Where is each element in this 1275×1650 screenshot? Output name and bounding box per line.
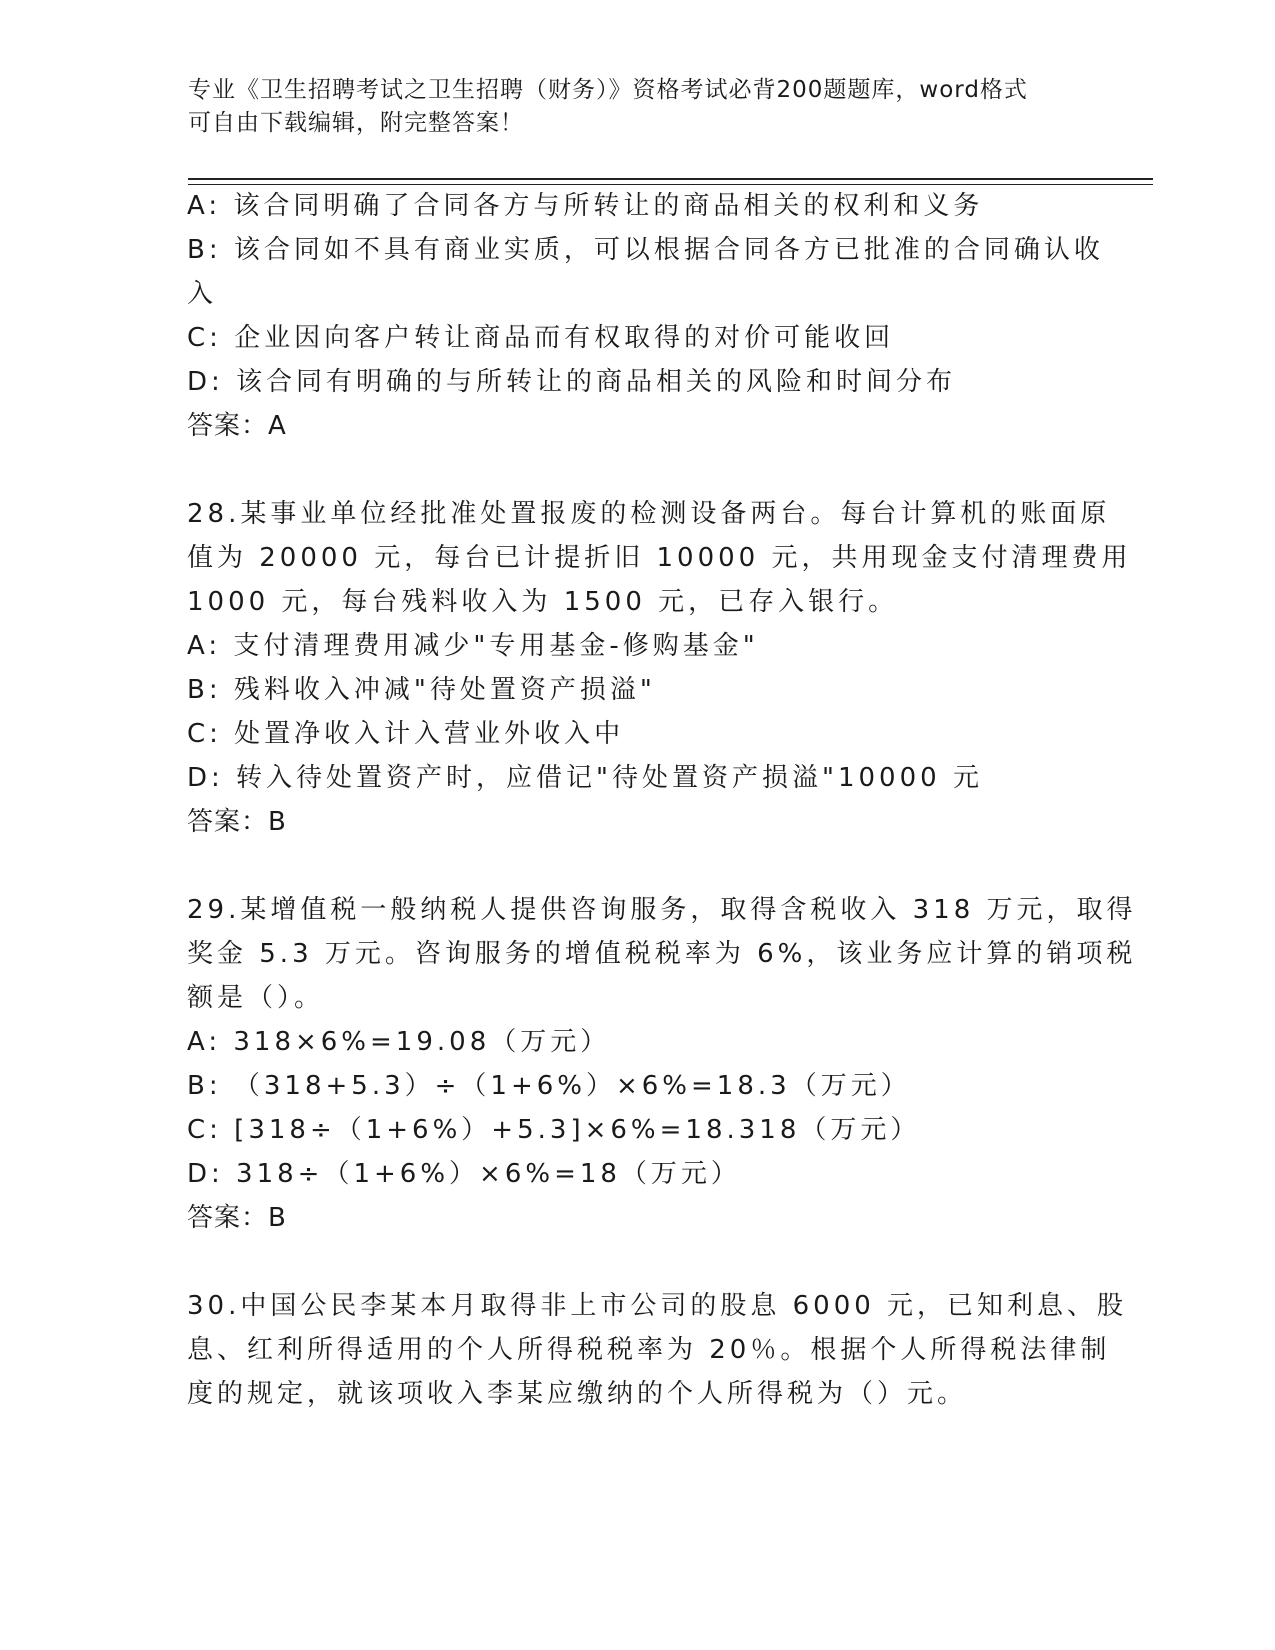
q30-stem-line-2: 息、红利所得适用的个人所得税税率为 20％。根据个人所得税法律制 — [187, 1335, 1111, 1365]
q28-option-c: C: 处置净收入计入营业外收入中 — [187, 719, 625, 749]
q27-option-b-line-2: 入 — [187, 279, 218, 309]
q28-option-b: B: 残料收入冲减"待处置资产损溢" — [187, 675, 656, 705]
q28-stem-line-2: 值为 20000 元，每台已计提折旧 10000 元，共用现金支付清理费用 — [187, 543, 1132, 573]
q27-option-b-line-1: B: 该合同如不具有商业实质，可以根据合同各方已批准的合同确认收 — [187, 235, 1104, 265]
q28-stem-line-3: 1000 元，每台残料收入为 1500 元，已存入银行。 — [187, 587, 899, 617]
q27-answer: 答案：A — [187, 411, 287, 441]
q27-option-d: D: 该合同有明确的与所转让的商品相关的风险和时间分布 — [187, 367, 957, 397]
q29-stem-line-1: 29.某增值税一般纳税人提供咨询服务，取得含税收入 318 万元，取得 — [187, 895, 1137, 925]
q28-stem-line-1: 28.某事业单位经批准处置报废的检测设备两台。每台计算机的账面原 — [187, 499, 1111, 529]
q28-answer: 答案：B — [187, 807, 287, 837]
q29-option-b: B: （318+5.3）÷（1+6%）×6%=18.3（万元） — [187, 1071, 911, 1101]
header-title-line-2: 可自由下载编辑，附完整答案！ — [188, 110, 524, 136]
q28-option-a: A: 支付清理费用减少"专用基金-修购基金" — [187, 631, 759, 661]
q29-option-d: D: 318÷（1+6%）×6%=18（万元） — [187, 1159, 741, 1189]
document-header — [188, 74, 1088, 140]
header-title-line-1: 专业《卫生招聘考试之卫生招聘（财务）》资格考试必背200题题库，word格式 — [188, 77, 1028, 103]
header-divider-thick — [188, 178, 1153, 180]
q27-option-a: A: 该合同明确了合同各方与所转让的商品相关的权利和义务 — [187, 191, 984, 221]
q29-stem-line-3: 额是（）。 — [187, 983, 325, 1013]
q29-stem-line-2: 奖金 5.3 万元。咨询服务的增值税税率为 6%，该业务应计算的销项税 — [187, 939, 1137, 969]
q30-stem-line-3: 度的规定，就该项收入李某应缴纳的个人所得税为（）元。 — [187, 1379, 968, 1409]
q27-option-c: C: 企业因向客户转让商品而有权取得的对价可能收回 — [187, 323, 895, 353]
q29-option-a: A: 318×6%=19.08（万元） — [187, 1027, 611, 1057]
q28-option-d: D: 转入待处置资产时，应借记"待处置资产损溢"10000 元 — [187, 763, 983, 793]
header-divider-thin — [188, 184, 1153, 185]
q30-stem-line-1: 30.中国公民李某本月取得非上市公司的股息 6000 元，已知利息、股 — [187, 1291, 1128, 1321]
q29-answer: 答案：B — [187, 1203, 287, 1233]
q29-option-c: C: [318÷（1+6%）+5.3]×6%=18.318（万元） — [187, 1115, 921, 1145]
